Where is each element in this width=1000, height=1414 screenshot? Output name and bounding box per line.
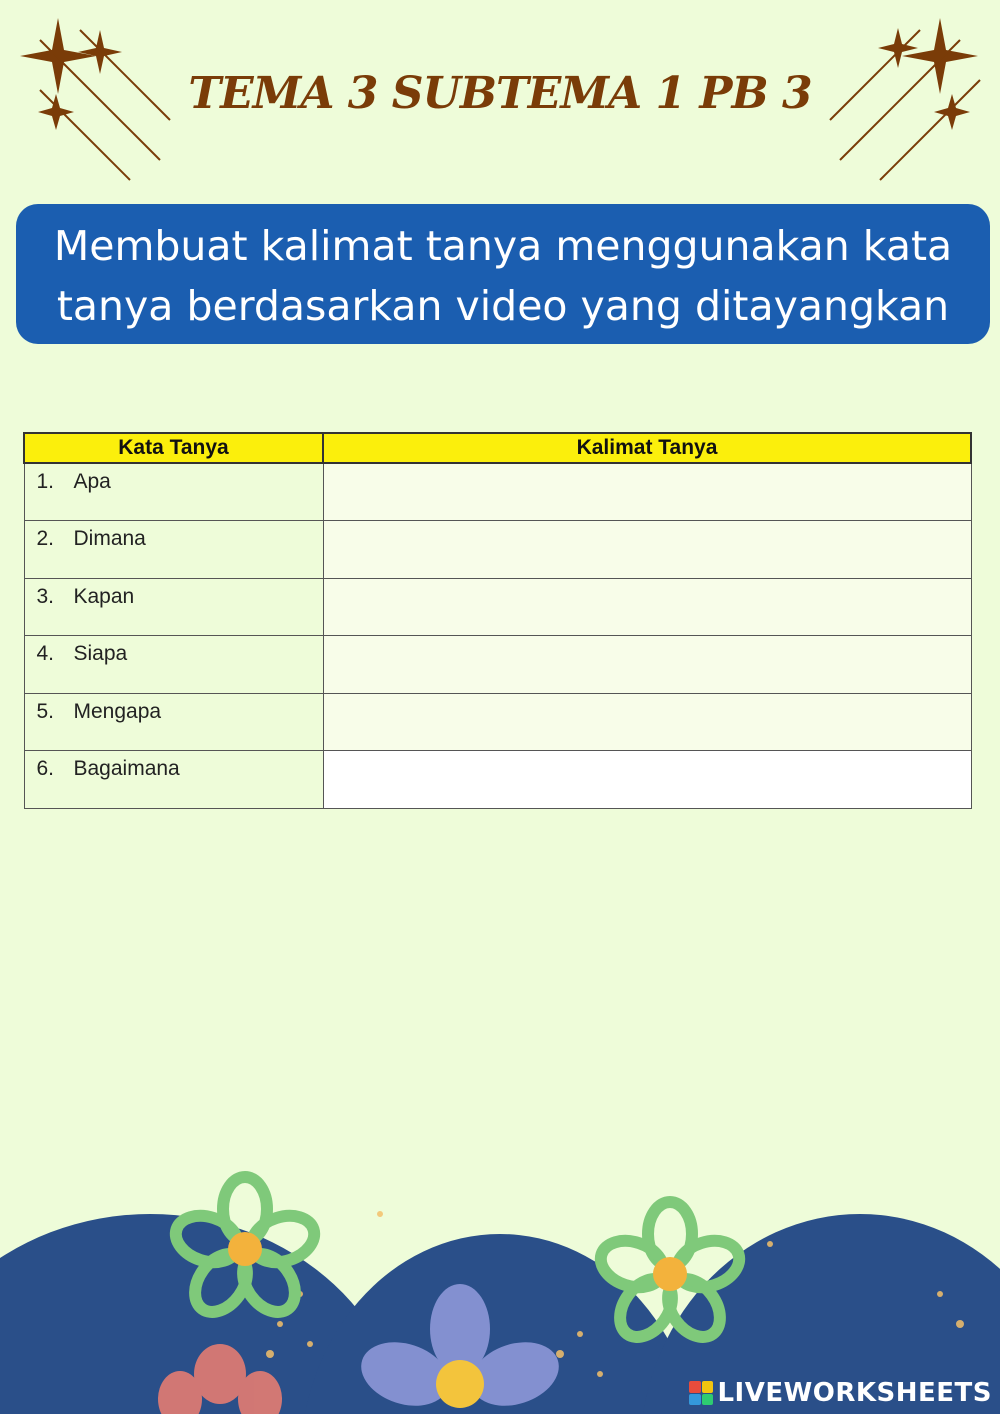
row-number: 1. <box>36 470 55 493</box>
row-number: 5. <box>36 699 55 723</box>
kata-tanya-cell <box>24 521 323 579</box>
instruction-line-1: Membuat kalimat tanya menggunakan kata <box>53 222 953 270</box>
row-number: 6. <box>36 757 55 781</box>
kata-tanya-word: Siapa <box>73 642 128 666</box>
answer-field-apa[interactable] <box>323 463 971 521</box>
liveworksheets-logo-icon <box>689 1381 713 1405</box>
instruction-banner <box>16 204 990 344</box>
kata-tanya-cell <box>24 636 323 694</box>
table-row <box>24 578 971 636</box>
kata-tanya-cell <box>24 578 323 636</box>
answer-field-bagaimana[interactable] <box>323 751 971 809</box>
answer-field-mengapa[interactable] <box>323 693 971 751</box>
question-table <box>23 432 972 809</box>
watermark-text: LIVEWORKSHEETS <box>717 1378 992 1408</box>
header-kata-tanya: Kata Tanya <box>24 433 323 463</box>
kata-tanya-word: Mengapa <box>73 699 162 723</box>
kata-tanya-cell <box>24 693 323 751</box>
row-number: 3. <box>36 584 55 608</box>
kata-tanya-word: Kapan <box>73 584 135 608</box>
kata-tanya-word: Bagaimana <box>73 757 180 781</box>
liveworksheets-watermark <box>689 1378 992 1408</box>
table-row <box>24 693 971 751</box>
table-row <box>24 463 971 521</box>
kata-tanya-cell <box>24 751 323 809</box>
table-row <box>24 636 971 694</box>
instruction-line-2: tanya berdasarkan video yang ditayangkan <box>56 282 950 330</box>
header-kalimat-tanya: Kalimat Tanya <box>323 433 971 463</box>
page-title: TEMA 3 SUBTEMA 1 PB 3 <box>188 68 812 119</box>
kata-tanya-word: Apa <box>73 470 111 493</box>
answer-field-kapan[interactable] <box>323 578 971 636</box>
table-row <box>24 521 971 579</box>
table-header-row <box>24 433 971 463</box>
kata-tanya-cell <box>24 463 323 521</box>
kata-tanya-word: Dimana <box>73 527 146 551</box>
floral-hills-decoration <box>0 1154 1000 1414</box>
answer-field-siapa[interactable] <box>323 636 971 694</box>
row-number: 4. <box>36 642 55 666</box>
table-row <box>24 751 971 809</box>
row-number: 2. <box>36 527 55 551</box>
answer-field-dimana[interactable] <box>323 521 971 579</box>
